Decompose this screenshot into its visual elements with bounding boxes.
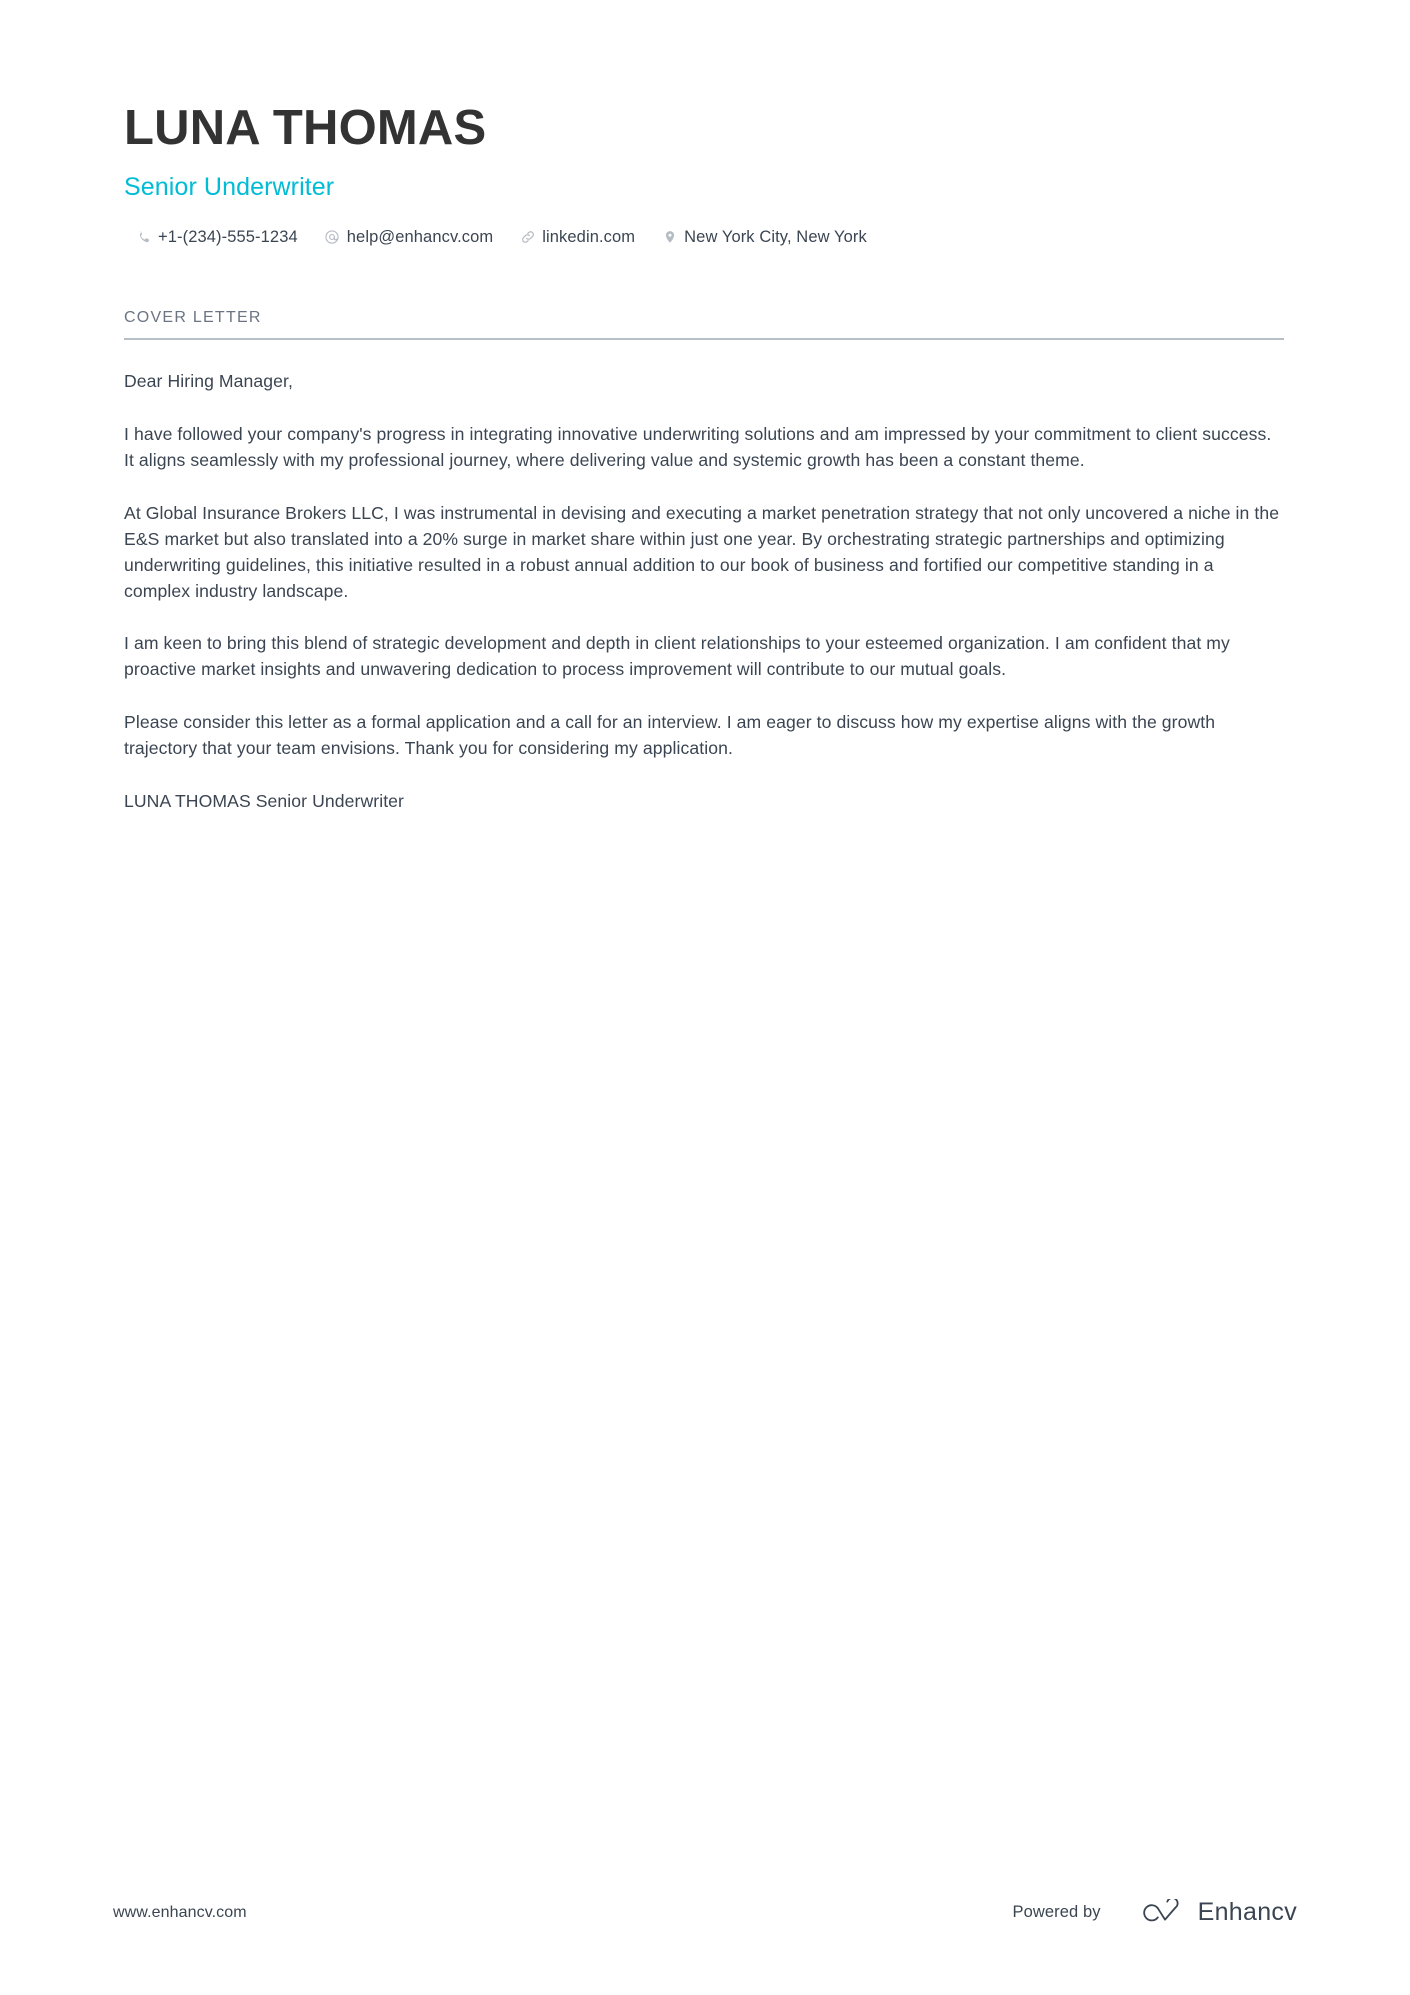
letter-paragraph: At Global Insurance Brokers LLC, I was instrumental in devising and executing a market penetration strategy that not only uncovered a niche in the E&S market but also translated into a 20% surge in market share within just one year. By orchestrating strategic partnerships and optimizing underwriting guidelines, this initiative resulted in a robust annual addition to our book of business and fortified our competitive standing in a complex industry landscape. <box>124 502 1280 601</box>
contact-location-text: New York City, New York <box>684 228 867 247</box>
contact-row <box>124 229 1284 246</box>
contact-item-email[interactable] <box>324 229 493 246</box>
brand-name: Enhancv <box>1197 1898 1297 1926</box>
job-title: Senior Underwriter <box>124 172 335 201</box>
link-icon <box>519 229 536 246</box>
resume-header <box>124 0 1284 246</box>
contact-phone-text: +1-(234)-555-1234 <box>158 228 298 247</box>
contact-item-linkedin[interactable] <box>519 229 635 246</box>
footer-website-url[interactable]: www.enhancv.com <box>113 1904 247 1921</box>
signature: LUNA THOMAS Senior Underwriter <box>124 791 404 812</box>
page-footer <box>0 1820 1410 1995</box>
cover-letter-body <box>124 369 1284 815</box>
contact-email-text: help@enhancv.com <box>346 228 494 247</box>
email-at-icon <box>324 229 341 246</box>
page-title: LUNA THOMAS <box>124 101 487 155</box>
section-title: COVER LETTER <box>124 309 1284 340</box>
letter-paragraph: I have followed your company's progress in integrating innovative underwriting solutions and am impressed by your commitment to client success. It aligns seamlessly with my professional journey, where delivering value and systemic growth has been a constant theme. <box>124 423 1272 470</box>
page-content <box>124 0 1284 815</box>
letter-paragraph: I am keen to bring this blend of strategic development and depth in client relationships to your esteemed organization. I am confident that my proactive market insights and unwavering dedication to process improvement will contribute to our mutual goals. <box>124 633 1230 680</box>
phone-icon <box>135 229 152 246</box>
contact-linkedin-text: linkedin.com <box>542 228 636 247</box>
letter-paragraph: Please consider this letter as a formal application and a call for an interview. I am eager to discuss how my expertise aligns with the growth trajectory that your team envisions. Thank you for considering my application. <box>124 712 1216 759</box>
location-pin-icon <box>661 229 678 246</box>
powered-by-label: Powered by <box>1012 1903 1101 1921</box>
contact-item-phone[interactable] <box>135 229 298 246</box>
enhancv-logo-icon <box>1135 1899 1185 1927</box>
cover-letter-section <box>124 309 1284 815</box>
salutation: Dear Hiring Manager, <box>124 370 293 391</box>
contact-item-location[interactable] <box>661 229 867 246</box>
footer-branding <box>1012 1898 1297 1927</box>
